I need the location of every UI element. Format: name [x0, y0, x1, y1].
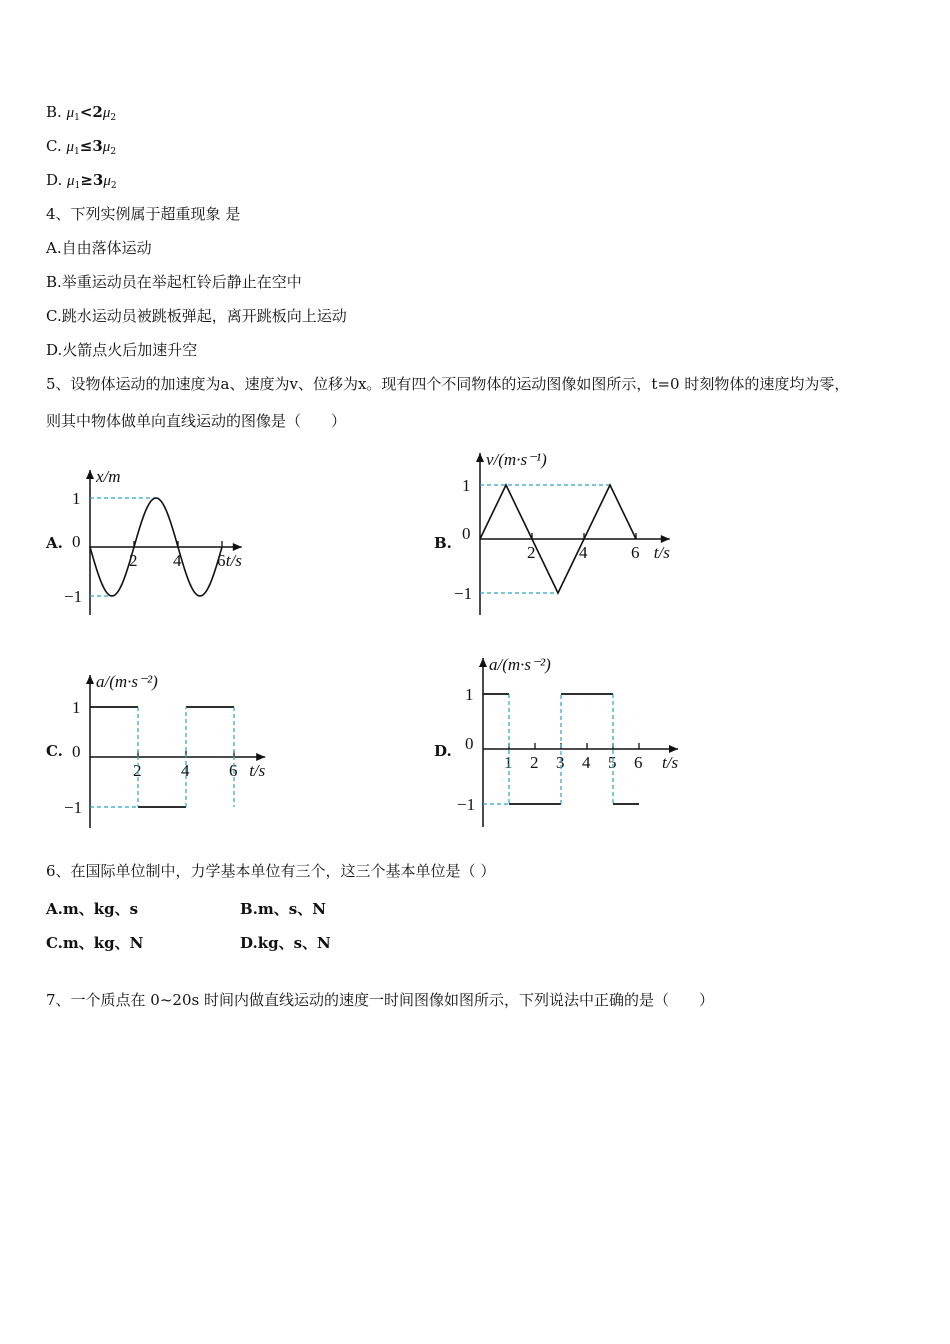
q4-stem: 4、下列实例属于超重现象 是 [46, 205, 241, 223]
x-tick-label: 6 [634, 753, 643, 772]
mu-symbol: μ [103, 173, 111, 189]
q4-option-b: B.举重运动员在举起杠铃后静止在空中 [46, 273, 302, 291]
y-tick-label: −1 [64, 587, 83, 606]
option-c [46, 136, 116, 162]
y-tick-label: 0 [72, 742, 81, 761]
q5-stem-line1: 5、设物体运动的加速度为a、速度为v、位移为x。现有四个不同物体的运动图像如图所示，t=0 时刻物体的速度均为零， [46, 375, 850, 393]
x-tick-label: 3 [556, 753, 565, 772]
subscript: 2 [110, 113, 117, 123]
y-tick-label: −1 [64, 798, 83, 817]
x-tick-label: 6 [217, 551, 226, 570]
x-axis-label: t/s [225, 551, 242, 570]
graph-b [450, 445, 690, 629]
x-tick-label: 6 [631, 543, 640, 562]
y-tick-label: 0 [465, 734, 474, 753]
y-tick-label: 1 [72, 489, 81, 508]
y-tick-label: −1 [457, 795, 476, 814]
graph-a-label: A. [46, 534, 63, 552]
y-tick-label: 1 [72, 698, 81, 717]
y-tick-label: 0 [72, 532, 81, 551]
option-label: D. [46, 171, 63, 189]
graph-c [60, 665, 280, 839]
option-label: C. [46, 137, 62, 155]
q6-option-c: C.m、kg、N [46, 934, 144, 952]
graph-b-svg [450, 445, 690, 625]
graph-a [60, 455, 280, 629]
relation: ≥3 [80, 171, 104, 189]
y-axis-label: v/(m·s⁻¹) [486, 450, 547, 469]
subscript: 1 [74, 181, 81, 191]
q4-option-c: C.跳水运动员被跳板弹起，离开跳板向上运动 [46, 307, 347, 325]
q7-stem: 7、一个质点在 0~20s 时间内做直线运动的速度一时间图像如图所示，下列说法中正确的是（ ） [46, 991, 714, 1009]
y-axis-label: x/m [96, 467, 121, 486]
subscript: 1 [74, 113, 80, 123]
x-axis-arrow [661, 535, 670, 543]
x-tick-label: 4 [579, 543, 588, 562]
x-axis-label: t/s [653, 543, 670, 562]
q4-option-a: A.自由落体运动 [46, 239, 152, 257]
y-axis-arrow [86, 470, 94, 479]
mu-symbol: μ [66, 139, 75, 155]
x-tick-label: 6 [229, 761, 238, 780]
x-tick-label: 2 [527, 543, 536, 562]
option-label: B. [46, 103, 62, 121]
y-axis-arrow [479, 658, 487, 667]
mu-symbol: μ [66, 105, 75, 121]
x-tick-label: 1 [504, 753, 513, 772]
subscript: 2 [110, 147, 117, 157]
y-tick-label: −1 [454, 584, 473, 603]
x-axis-arrow [256, 753, 265, 761]
x-tick-label: 4 [173, 551, 182, 570]
q5-stem-line2: 则其中物体做单向直线运动的图像是（ ） [46, 412, 347, 430]
q6-stem: 6、在国际单位制中，力学基本单位有三个，这三个基本单位是（ ） [46, 862, 496, 880]
graph-d-label: D. [434, 742, 452, 760]
x-tick-label: 2 [530, 753, 539, 772]
graph-a-svg [60, 455, 280, 625]
x-tick-label: 5 [608, 753, 617, 772]
graph-c-svg [60, 665, 280, 835]
y-tick-label: 0 [462, 524, 471, 543]
x-tick-label: 2 [129, 551, 138, 570]
y-axis-label: a/(m·s⁻²) [489, 655, 551, 674]
x-axis-arrow [233, 543, 242, 551]
subscript: 2 [110, 181, 117, 191]
x-axis-label: t/s [662, 753, 679, 772]
x-axis-label: t/s [249, 761, 266, 780]
x-tick-label: 4 [582, 753, 591, 772]
option-b [46, 102, 116, 128]
graph-b-label: B. [434, 534, 452, 552]
x-tick-label: 4 [181, 761, 190, 780]
q6-option-a: A.m、kg、s [46, 900, 139, 918]
x-tick-label: 2 [133, 761, 142, 780]
y-tick-label: 1 [462, 476, 471, 495]
relation: ≤3 [79, 137, 103, 155]
mu-symbol: μ [102, 139, 111, 155]
y-axis-arrow [476, 453, 484, 462]
q6-option-b: B.m、s、N [240, 900, 326, 918]
y-axis-label: a/(m·s⁻²) [96, 672, 158, 691]
q6-option-d: D.kg、s、N [240, 934, 331, 952]
q4-option-d: D.火箭点火后加速升空 [46, 341, 198, 359]
option-d [46, 170, 117, 196]
mu-symbol: μ [102, 105, 111, 121]
y-axis-arrow [86, 675, 94, 684]
y-tick-label: 1 [465, 685, 474, 704]
graph-d-svg [450, 650, 690, 835]
graph-d [450, 650, 690, 839]
x-axis-arrow [669, 745, 678, 753]
relation: <2 [79, 103, 103, 121]
subscript: 1 [74, 147, 80, 157]
graph-c-label: C. [46, 742, 63, 760]
mu-symbol: μ [67, 173, 75, 189]
